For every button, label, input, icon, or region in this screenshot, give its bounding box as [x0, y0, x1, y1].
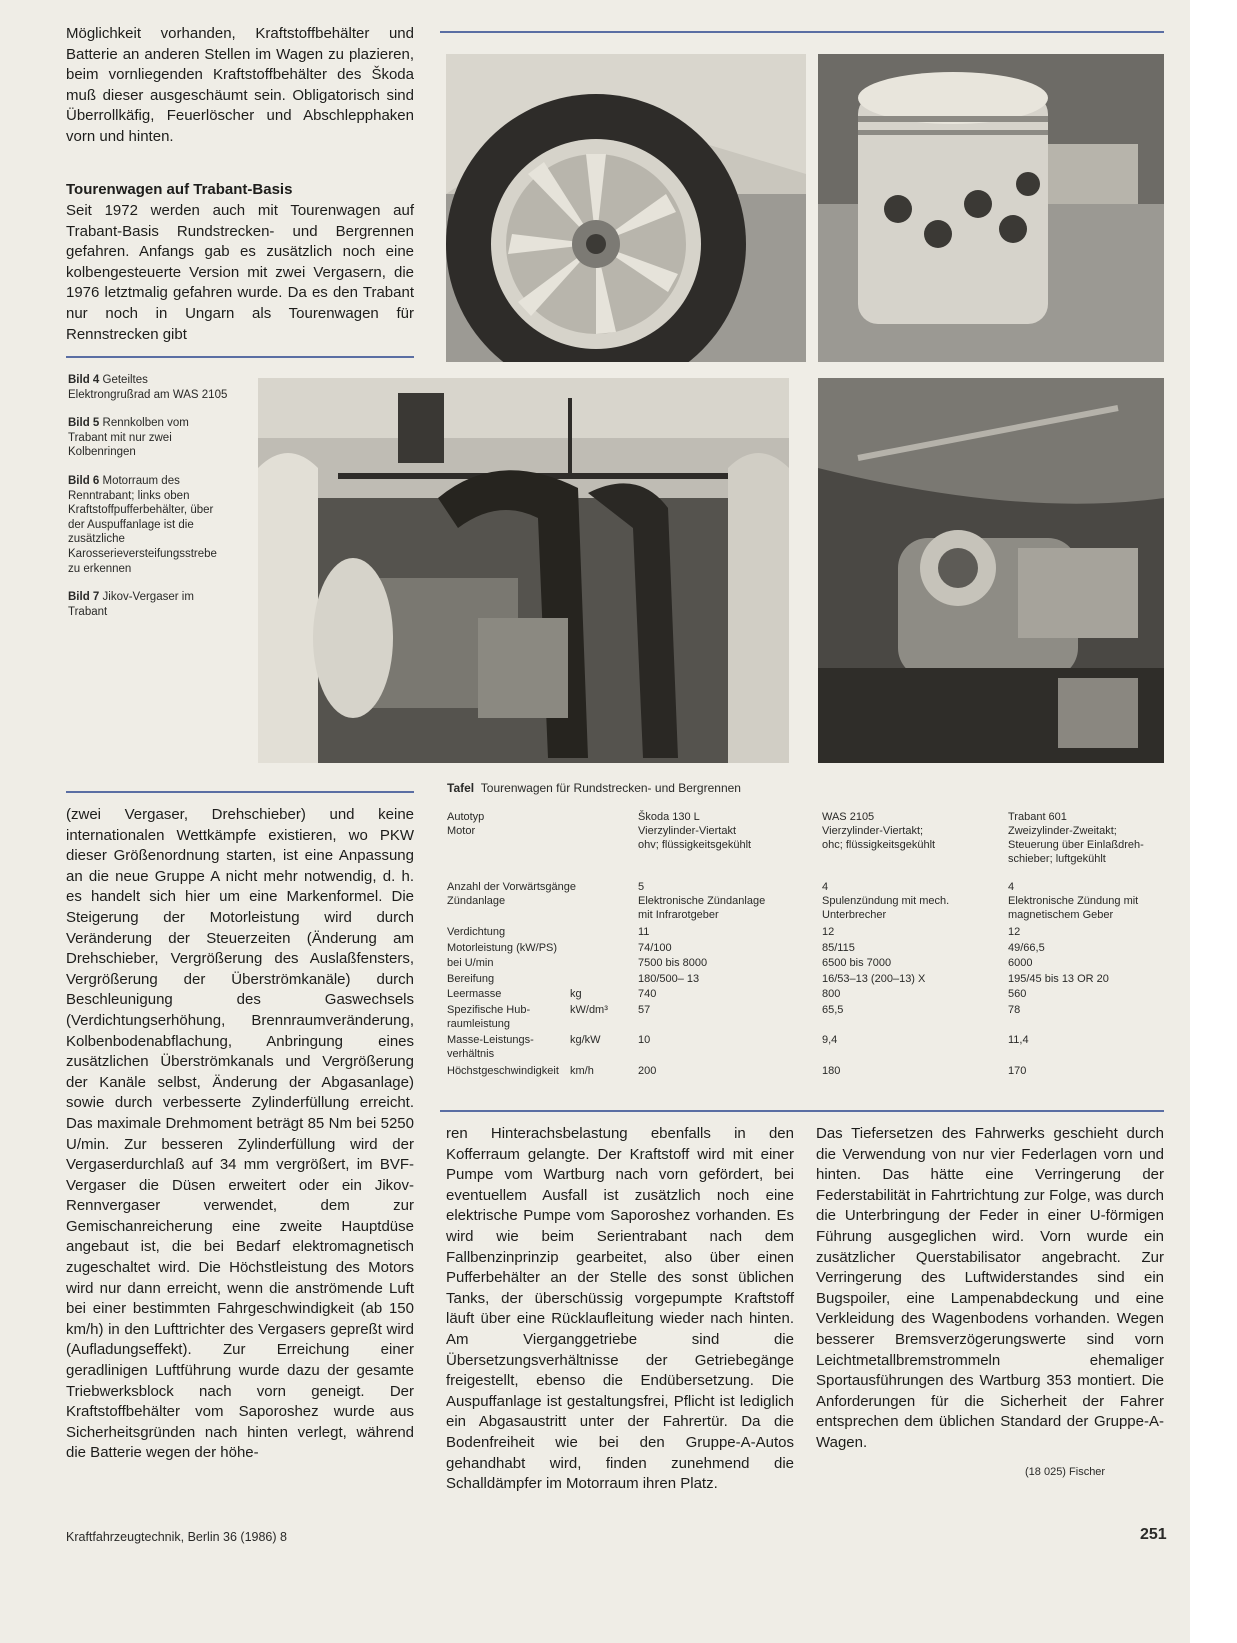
table-cell-skoda: 57	[638, 1004, 651, 1016]
table-cell-was: 65,5	[822, 1004, 844, 1016]
table-cell-label: Höchstgeschwindigkeit	[447, 1065, 559, 1077]
section-heading: Tourenwagen auf Trabant-Basis	[66, 181, 293, 198]
table-cell-label: Spezifische Hub- raumleistung	[447, 1004, 531, 1030]
caption-text: Rennkolben vom Trabant mit nur zwei Kolbenringen	[68, 417, 189, 459]
column-rule	[66, 791, 414, 793]
caption-text: Motorraum des Renntrabant; links oben Kraftstoffpufferbehälter, über der Auspuffanlage ist die zusätzliche Karosserieversteifungsstrebe zu erkennen	[68, 474, 217, 575]
table-cell-was: Vierzylinder-Viertakt; ohc; flüssigkeitsgekühlt	[822, 825, 936, 851]
caption-bild-7	[68, 590, 228, 619]
table-cell-label: Anzahl der Vorwärtsgänge	[447, 881, 577, 893]
photo-piston	[818, 54, 1164, 362]
paragraph-trabant: Seit 1972 werden auch mit Tourenwagen auf Trabant-Basis Rundstrecken- und Bergrennen gefahren. Anfangs gab es zusätzlich noch eine kolbengesteuerte Version mit zwei Vergasern, die 1976 letztmalig gefahren wurde. Da es den Trabant nur noch in Ungarn als Tourenwagen für Rennstrecken gibt	[66, 202, 414, 343]
table-cell-trabant: 11,4	[1008, 1034, 1029, 1046]
caption-bild-5	[68, 416, 228, 460]
table-cell-trabant: 195/45 bis 13 OR 20	[1008, 973, 1109, 985]
table-cell-label: Masse-Leistungs- verhältnis	[447, 1034, 534, 1060]
table-cell-was: 800	[822, 988, 841, 1000]
photo-engine-bay	[258, 378, 789, 763]
table-cell-was: 16/53–13 (200–13) X	[822, 973, 926, 985]
paragraph-engine: (zwei Vergaser, Drehschieber) und keine internationalen Wettkämpfe existieren, wo PKW dieser Größenordnung starten, ist eine Anpassung an die neue Gruppe A nicht mehr notwendig, d. h. es handelt sich hier um eine Markenformel. Die Steigerung der Motorleistung wird durch Veränderung der Steuerzeiten (Änderung am Drehschieber, Vergrößerung des Auslaßfensters, Vergrößerung der Überströmkanäle) durch Beschleunigung des Gaswechsels (Verdichtungserhöhung, Brennraumveränderung, Kolbenbodenabflachung, Anbringung eines zusätzlichen Überströmkanals und Vergrößerung der Kanäle selbst, Änderung der Abgasanlage) sowie durch verbesserte Zylinderfüllung erreicht. Das maximale Drehmoment beträgt 85 Nm bei 5250 U/min. Zur besseren Zylinderfüllung wird der Vergaserdurchlaß auf 34 mm vergrößert, im BVF-Vergaser die Düsen erweitert oder ein Jikov-Rennvergaser verwendet, dem zur Gemischanreicherung eine zweite Hauptdüse angebaut ist, die bei Bedarf elektromagnetisch zugeschaltet wird. Die Höchstleistung des Motors wird nur dann erreicht, wenn die anströmende Luft bei einer bestimmten Fahrgeschwindigkeit (ab 150 km/h) in den Lufttrichter des Vergasers gepreßt wird (Aufladungseffekt). Zur Erreichung einer geradlinigen Luftführung wurde dazu der gesamte Triebwerksblock nach vorn geneigt. Der Kraftstoffbehälter vom Saporoshez wurde aus Sicherheitsgründen nach hinten verlegt, während die Batterie wegen der höhe-	[66, 806, 414, 1462]
table-caption	[447, 781, 741, 795]
top-rule	[440, 31, 1164, 33]
table-cell-was: 12	[822, 926, 835, 938]
table-cell-label: Zündanlage	[447, 895, 506, 907]
caption-bild-4	[68, 373, 228, 402]
table-cell-skoda: 740	[638, 988, 657, 1000]
table-title: Tourenwagen für Rundstrecken- und Bergrennen	[480, 781, 741, 795]
page-edge	[1190, 0, 1237, 1643]
table-cell-label: Leermasse	[447, 988, 502, 1000]
caption-label: Bild 4	[68, 374, 100, 386]
table-cell-label: bei U/min	[447, 957, 494, 969]
table-cell-trabant: Trabant 601	[1008, 811, 1067, 823]
caption-label: Bild 6	[68, 474, 100, 487]
author-signature: (18 025) Fischer	[1025, 1466, 1106, 1478]
photo-carburetor	[818, 378, 1164, 763]
table-cell-skoda: 11	[638, 926, 650, 938]
table-cell-was: 180	[822, 1065, 841, 1077]
table-cell-trabant: 170	[1008, 1065, 1027, 1077]
table-cell-was: Spulenzündung mit mech. Unterbrecher	[822, 895, 950, 921]
caption-label: Bild 7	[68, 591, 100, 604]
paragraph-fuel: ren Hinterachsbelastung ebenfalls in den Kofferraum gelangte. Der Kraftstoff wird mit einer Pumpe vom Wartburg nach vorn gefördert, bei eventuellem Ausfall ist zusätzlich noch eine elektrische Pumpe vom Saporoshez vorhanden. Es wird wie beim Serientrabant nach dem Fallbenzinprinzip gearbeitet, also über einen Pufferbehälter an der Stelle des sonst üblichen Tanks, der überschüssig vorgepumpte Kraftstoff läuft über eine Rücklaufleitung wieder nach hinten. Am Vierganggetriebe sind die Übersetzungsverhältnisse der Getriebegänge freigestellt, ebenso die Endübersetzung. Die Auspuffanlage ist gestaltungsfrei, Pflicht ist lediglich ein Abgasaustritt unter der Fahrertür. Da die Bodenfreiheit wie bei den Gruppe-A-Autos gehandhabt wird, finden zunehmend die Schalldämpfer im Motorraum ihren Platz.	[446, 1125, 794, 1493]
table-bottom-rule	[440, 1110, 1164, 1112]
table-cell-label: Autotyp	[447, 811, 485, 823]
table-cell-label: Verdichtung	[447, 926, 506, 938]
table-cell-unit: kg/kW	[570, 1034, 601, 1046]
caption-text: Jikov-Vergaser im Trabant	[68, 591, 194, 618]
photo-captions	[68, 373, 228, 633]
table-cell-was: WAS 2105	[822, 811, 875, 823]
table-cell-trabant: 4	[1008, 881, 1015, 893]
table-cell-skoda: Škoda 130 L	[638, 811, 700, 823]
paragraph-intro: Möglichkeit vorhanden, Kraftstoffbehälter und Batterie an anderen Stellen im Wagen zu plazieren, beim vornliegenden Kraftstoffbehälter des Škoda muß dieser ausgeschäumt sein. Obligatorisch sind Überrollkäfig, Feuerlöscher und Abschlepphaken vorn und hinten.	[66, 25, 414, 145]
table-cell-skoda: 10	[638, 1034, 651, 1046]
table-cell-was: 6500 bis 7000	[822, 957, 892, 969]
table-cell-unit: kW/dm³	[570, 1004, 608, 1016]
table-cell-trabant: 6000	[1008, 957, 1033, 969]
page-number: 251	[1140, 1526, 1167, 1543]
table-cell-unit: km/h	[570, 1065, 594, 1077]
table-label: Tafel	[447, 781, 475, 795]
table-cell-skoda: 74/100	[638, 942, 672, 954]
table-cell-unit: kg	[570, 988, 582, 1000]
table-cell-trabant: 12	[1008, 926, 1021, 938]
table-cell-trabant: 560	[1008, 988, 1027, 1000]
table-cell-trabant: Elektronische Zündung mit magnetischem Geber	[1008, 895, 1139, 921]
journal-reference: Kraftfahrzeugtechnik, Berlin 36 (1986) 8	[66, 1530, 287, 1544]
caption-text: Geteiltes Elektrongrußrad am WAS 2105	[68, 374, 228, 401]
photo-wheel	[446, 54, 806, 362]
table-cell-label: Motorleistung (kW/PS)	[447, 942, 558, 954]
table-cell-skoda: Elektronische Zündanlage mit Infrarotgeber	[638, 895, 766, 921]
table-cell-skoda: 180/500– 13	[638, 973, 700, 985]
table-cell-trabant: 49/66,5	[1008, 942, 1045, 954]
table-cell-was: 85/115	[822, 942, 855, 954]
caption-bild-6	[68, 474, 228, 576]
table-cell-skoda: Vierzylinder-Viertakt ohv; flüssigkeitsgekühlt	[638, 825, 752, 851]
table-cell-skoda: 200	[638, 1065, 657, 1077]
caption-label: Bild 5	[68, 417, 100, 430]
table-cell-trabant: Zweizylinder-Zweitakt; Steuerung über Einlaßdreh- schieber; luftgekühlt	[1008, 825, 1144, 865]
table-cell-skoda: 7500 bis 8000	[638, 957, 708, 969]
table-cell-label: Motor	[447, 825, 476, 837]
table-cell-skoda: 5	[638, 881, 645, 893]
column-rule	[66, 356, 414, 358]
paragraph-chassis: Das Tiefersetzen des Fahrwerks geschieht durch die Verwendung von nur vier Federlagen vorn und hinten. Das hätte eine Verringerung der Federstabilität in Fahrtrichtung zur Folge, was durch die Unterbringung der Feder in einer U-förmigen Führung ausgeglichen wird. Vorn wurde ein zusätzlicher Querstabilisator angebracht. Zur Verringerung des Luftwiderstandes sind ein Bugspoiler, eine Lampenabdeckung und eine Verkleidung des Wagenbodens vorhanden. Wegen besserer Bremsverzögerungswerte sind vorn Leichtmetallbremstrommeln ehemaliger Sportausführungen des Wartburg 353 montiert. Die Anforderungen für die Sicherheit der Fahrer entsprechen dem üblichen Standard der Gruppe-A-Wagen.	[816, 1125, 1164, 1451]
table-cell-was: 9,4	[822, 1034, 838, 1046]
table-cell-trabant: 78	[1008, 1004, 1021, 1016]
table-cell-label: Bereifung	[447, 973, 495, 985]
table-cell-was: 4	[822, 881, 829, 893]
